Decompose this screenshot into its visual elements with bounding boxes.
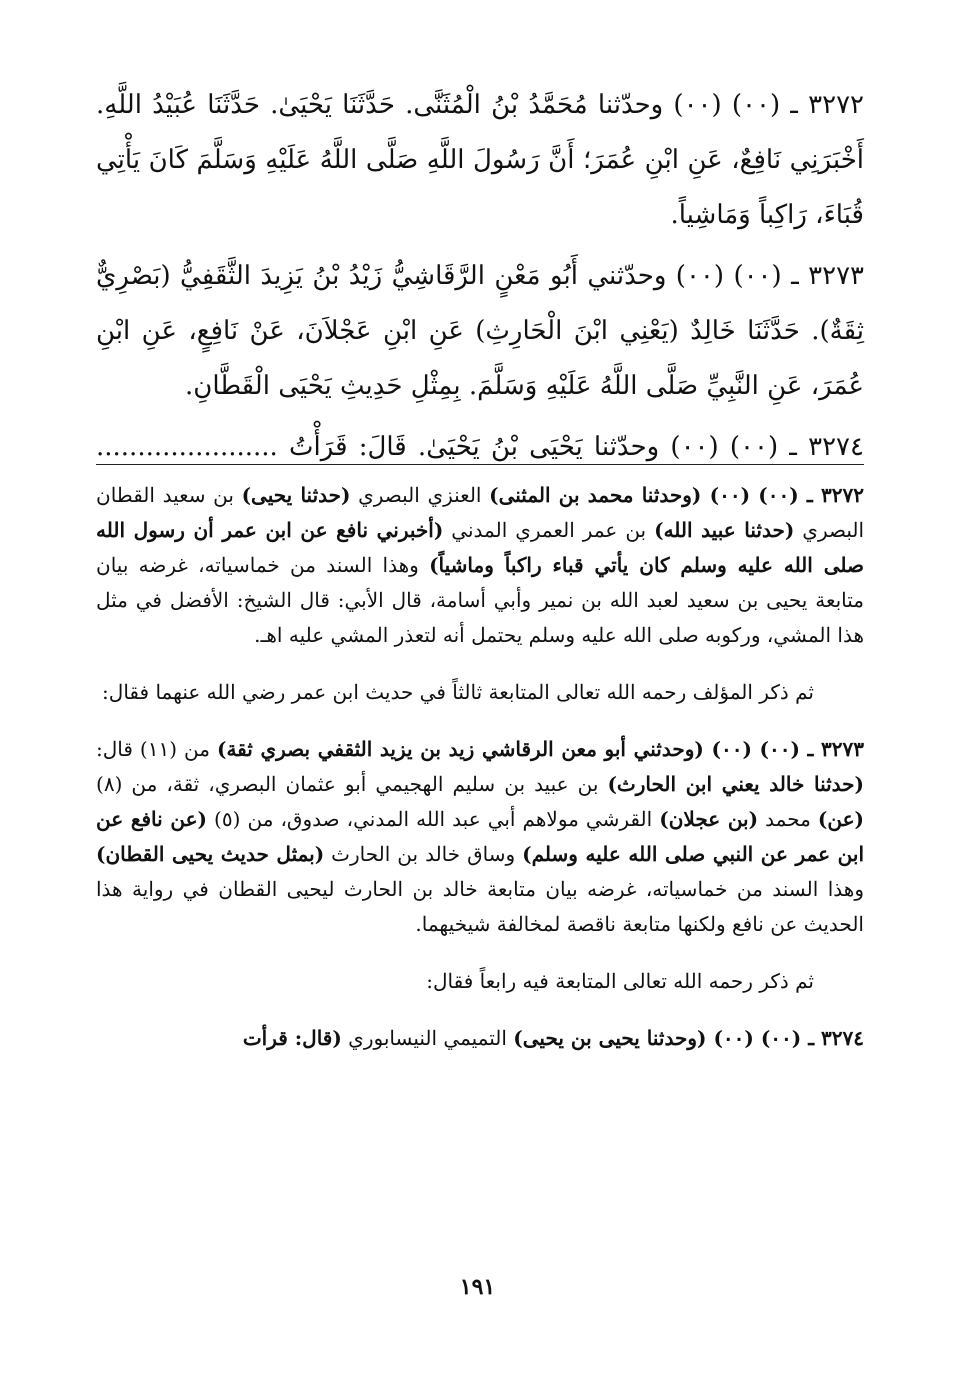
commentary-text: بن سعيد القطان البصري: [96, 483, 865, 542]
bold-quote: (حدثنا عبيد الله): [654, 518, 795, 542]
page-number: ١٩١: [459, 1274, 496, 1300]
commentary-paragraph: [96, 1021, 864, 1056]
commentary-block: [96, 478, 864, 1078]
bold-quote: (بمثل حديث يحيى القطان): [96, 842, 325, 866]
hadith-text-block: [96, 78, 864, 481]
bold-quote: (حدثنا يحيى): [241, 483, 351, 507]
hadith-3272: ٣٢٧٢ ـ (٠٠) (٠٠) وحدّثنا مُحَمَّدُ بْنُ الْمُثَنَّى. حَدَّثَنَا يَحْيَىٰ. حَدَّثَنَا عُبَيْدُ اللَّهِ. أَخْبَرَنِي نَافِعٌ، عَنِ ابْنِ عُمَرَ؛ أَنَّ رَسُولَ اللَّهِ صَلَّى اللَّهُ عَلَيْهِ وَسَلَّمَ كَانَ يَأْتِي قُبَاءَ، رَاكِباً وَمَاشِياً.: [96, 90, 864, 230]
bold-quote: ٣٢٧٢ ـ (٠٠) (٠٠): [701, 483, 864, 507]
commentary-paragraph: [96, 478, 864, 653]
footnote-divider: [96, 464, 864, 465]
bold-quote: (حدثنا خالد يعني ابن الحارث): [607, 772, 864, 796]
commentary-text: التميمي النيسابوري: [341, 1026, 514, 1050]
commentary-text: وهذا السند من خماسياته، غرضه بيان متابعة يحيى بن سعيد لعبد الله بن نمير وأبي أسامة، قال الأبي: قال الشيخ: الأفضل في مثل هذا المشي، وركوبه صلى الله عليه وسلم يحتمل أنه لتعذر المشي عليه اهـ.: [96, 553, 864, 647]
commentary-text: العنزي البصري: [350, 483, 490, 507]
hadith-3274: ٣٢٧٤ ـ (٠٠) (٠٠) وحدّثنا يَحْيَى بْنُ يَحْيَىٰ. قَالَ: قَرَأْتُ ......................: [96, 432, 864, 462]
commentary-text: ثم ذكر المؤلف رحمه الله تعالى المتابعة ثالثاً في حديث ابن عمر رضي الله عنهما فقال:: [102, 680, 814, 704]
bold-quote: (أخبرني نافع عن ابن عمر أن رسول الله صلى الله عليه وسلم كان يأتي قباء راكباً وماشياً): [96, 518, 864, 577]
bold-quote: ٣٢٧٣ ـ (٠٠) (٠٠): [703, 737, 864, 761]
bold-quote: (قال: قرأت: [242, 1026, 342, 1050]
commentary-paragraph: [96, 732, 864, 942]
commentary-text: بن عمر العمري المدني: [443, 518, 655, 542]
commentary-text: بن عبيد بن سليم الهجيمي أبو عثمان البصري، ثقة، من (٨): [96, 772, 608, 796]
bold-quote: (وحدثنا يحيى بن يحيى): [513, 1026, 707, 1050]
bold-quote: (وحدثنا محمد بن المثنى): [489, 483, 702, 507]
commentary-text: من (١١) قال:: [96, 737, 217, 761]
commentary-paragraph: [96, 675, 864, 710]
commentary-text: القرشي مولاهم أبي عبد الله المدني، صدوق، من (٥): [206, 807, 660, 831]
bold-quote: (عن نافع عن ابن عمر عن النبي صلى الله عليه وسلم): [96, 807, 865, 866]
commentary-text: محمد: [758, 807, 818, 831]
bold-quote: ٣٢٧٤ ـ (٠٠) (٠٠): [706, 1026, 864, 1050]
commentary-text: وهذا السند من خماسياته، غرضه بيان متابعة خالد بن الحارث ليحيى القطان في رواية هذا الحديث عن نافع ولكنها متابعة ناقصة لمخالفة شيخيهما.: [96, 877, 864, 936]
hadith-3273: ٣٢٧٣ ـ (٠٠) (٠٠) وحدّثني أَبُو مَعْنٍ الرَّقَاشِيُّ زَيْدُ بْنُ يَزِيدَ الثَّقَفِيُّ (بَصْرِيٌّ ثِقَةٌ). حَدَّثَنَا خَالِدٌ (يَعْنِي ابْنَ الْحَارِثِ) عَنِ ابْنِ عَجْلاَنَ، عَنْ نَافِعٍ، عَنِ ابْنِ عُمَرَ، عَنِ النَّبِيِّ صَلَّى اللَّهُ عَلَيْهِ وَسَلَّمَ. بِمِثْلِ حَدِيثِ يَحْيَى الْقَطَّانِ.: [96, 261, 864, 401]
bold-quote: (بن عجلان): [659, 807, 759, 831]
bold-quote: (عن): [817, 807, 864, 831]
commentary-text: وساق خالد بن الحارث: [324, 842, 523, 866]
commentary-paragraph: [96, 964, 864, 999]
bold-quote: (وحدثني أبو معن الرقاشي زيد بن يزيد الثقفي بصري ثقة): [217, 737, 704, 761]
commentary-text: ثم ذكر رحمه الله تعالى المتابعة فيه رابعاً فقال:: [426, 969, 814, 993]
